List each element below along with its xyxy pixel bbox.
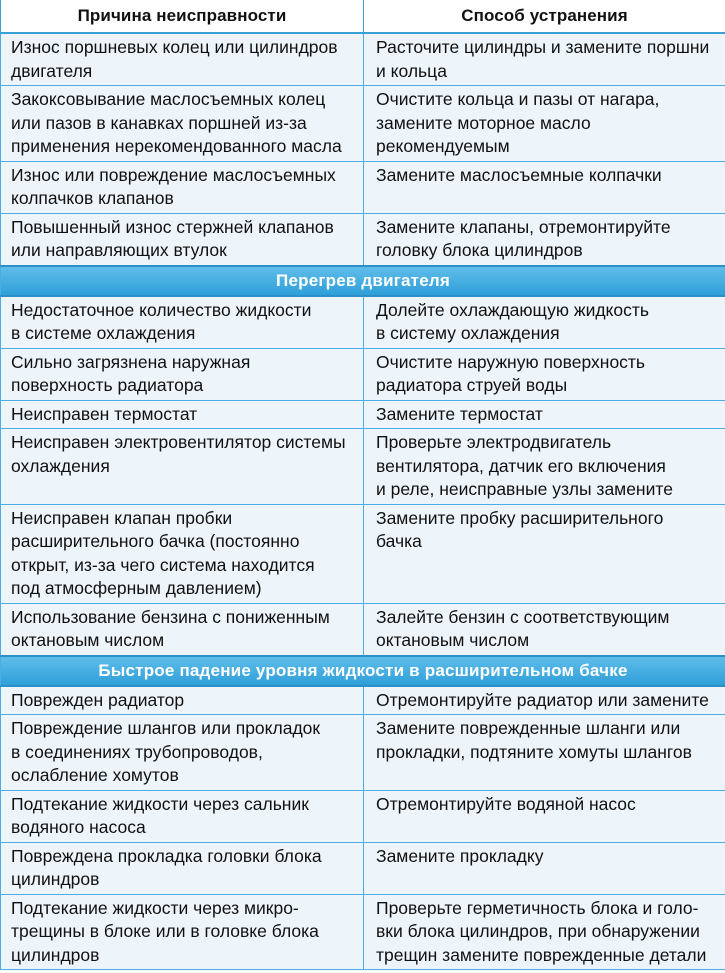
table-row: [1, 790, 725, 842]
cause-cell: Поврежден радиатор: [1, 686, 364, 715]
section-title-overheating: Перегрев двигателя: [1, 266, 725, 296]
cause-cell: Износ или повреждение маслосъемных колпачков клапанов: [1, 161, 364, 213]
remedy-cell: Замените маслосъемные колпачки: [364, 161, 725, 213]
cause-cell: Повреждена прокладка головки блока цилиндров: [1, 842, 364, 894]
cause-cell: Подтекание жидкости через сальник водяного насоса: [1, 790, 364, 842]
section-header-row: [1, 266, 725, 296]
remedy-cell: Замените клапаны, отремонтируйте головку блока цилиндров: [364, 213, 725, 266]
remedy-cell: Расточите цилиндры и замените поршни и кольца: [364, 33, 725, 86]
table-row: [1, 715, 725, 791]
table-row: [1, 296, 725, 349]
remedy-cell: Замените прокладку: [364, 842, 725, 894]
remedy-cell: Проверьте электродвигатель вентилятора, датчик его включения и реле, неисправные узлы замените: [364, 429, 725, 505]
cause-cell: Неисправен клапан пробки расширительного бачка (постоянно открыт, из-за чего система находится под атмосферным давлением): [1, 504, 364, 603]
table-row: [1, 504, 725, 603]
cause-cell: Неисправен электровентилятор системы охлаждения: [1, 429, 364, 505]
remedy-cell: Очистите кольца и пазы от нагара, замените моторное масло рекомендуемым: [364, 86, 725, 162]
table-row: [1, 33, 725, 86]
remedy-cell: Замените термостат: [364, 400, 725, 429]
table-row: [1, 603, 725, 656]
cause-cell: Недостаточное количество жидкости в системе охлаждения: [1, 296, 364, 349]
table-row: [1, 894, 725, 970]
column-header-remedy: Способ устранения: [364, 0, 725, 33]
table-header-row: [1, 0, 725, 33]
remedy-cell: Очистите наружную поверхность радиатора струей воды: [364, 348, 725, 400]
table-body: [1, 33, 725, 970]
table-row: [1, 348, 725, 400]
table-row: [1, 400, 725, 429]
table-row: [1, 86, 725, 162]
table-row: [1, 842, 725, 894]
section-header-row: [1, 656, 725, 686]
cause-cell: Закоксовывание маслосъемных колец или пазов в канавках поршней из-за применения нерекомендованного масла: [1, 86, 364, 162]
remedy-cell: Замените пробку расширительного бачка: [364, 504, 725, 603]
cause-cell: Подтекание жидкости через микро- трещины в блоке или в головке блока цилиндров: [1, 894, 364, 970]
table-row: [1, 161, 725, 213]
remedy-cell: Проверьте герметичность блока и голо- вки блока цилиндров, при обнаружении трещин замените поврежденные детали: [364, 894, 725, 970]
cause-cell: Повышенный износ стержней клапанов или направляющих втулок: [1, 213, 364, 266]
cause-cell: Износ поршневых колец или цилиндров двигателя: [1, 33, 364, 86]
remedy-cell: Замените поврежденные шланги или прокладки, подтяните хомуты шлангов: [364, 715, 725, 791]
column-header-cause: Причина неисправности: [1, 0, 364, 33]
section-title-coolant-drop: Быстрое падение уровня жидкости в расширительном бачке: [1, 656, 725, 686]
remedy-cell: Долейте охлаждающую жидкость в систему охлаждения: [364, 296, 725, 349]
remedy-cell: Залейте бензин с соответствующим октановым числом: [364, 603, 725, 656]
table-row: [1, 213, 725, 266]
remedy-cell: Отремонтируйте радиатор или замените: [364, 686, 725, 715]
table-row: [1, 429, 725, 505]
cause-cell: Сильно загрязнена наружная поверхность радиатора: [1, 348, 364, 400]
remedy-cell: Отремонтируйте водяной насос: [364, 790, 725, 842]
cause-cell: Неисправен термостат: [1, 400, 364, 429]
cause-cell: Повреждение шлангов или прокладок в соединениях трубопроводов, ослабление хомутов: [1, 715, 364, 791]
table-row: [1, 686, 725, 715]
cause-cell: Использование бензина с пониженным октановым числом: [1, 603, 364, 656]
